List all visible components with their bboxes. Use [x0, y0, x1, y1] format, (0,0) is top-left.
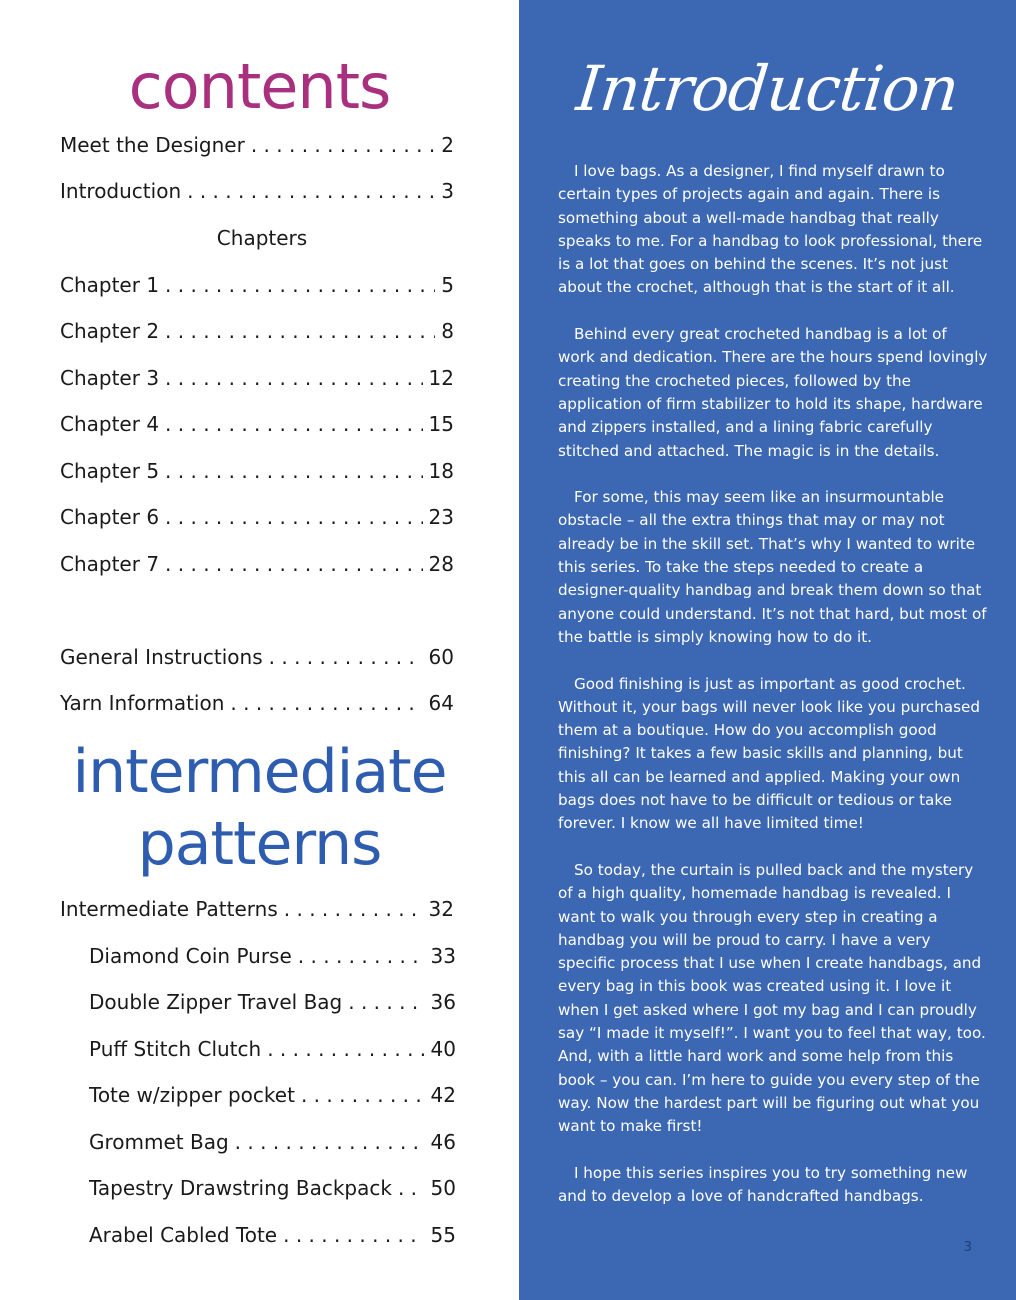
toc-row — [89, 1223, 456, 1247]
toc-leader — [235, 1130, 425, 1154]
toc-row — [60, 319, 454, 343]
toc-leader — [348, 990, 424, 1014]
toc-page: 50 — [430, 1176, 456, 1200]
toc-label: Meet the Designer — [60, 133, 245, 157]
toc-row — [89, 1037, 456, 1061]
toc-page: 40 — [430, 1037, 456, 1061]
patterns-title-line2: patterns — [137, 809, 382, 879]
toc-label: Diamond Coin Purse — [89, 944, 292, 968]
toc-label: Grommet Bag — [89, 1130, 229, 1154]
toc-page: 2 — [441, 133, 454, 157]
toc-row — [89, 990, 456, 1014]
toc-label: Tote w/zipper pocket — [89, 1083, 295, 1107]
toc-row — [60, 412, 454, 436]
toc-row — [60, 691, 454, 715]
toc-row — [60, 459, 454, 483]
toc-page: 33 — [430, 944, 456, 968]
intro-paragraph: So today, the curtain is pulled back and the mystery of a high quality, homemade handbag is revealed. I want to walk you through every step in creating a handbag you will be proud to carry. I have a very specific process that I use when I create handbags, and every bag in this book was created using it. I love it when I get asked where I got my bag and I can proudly say “I made it myself!”. I want you to feel that way, too. And, with a little hard work and some help from this book – you can. I’m here to guide you every step of the way. Now the hardest part will be figuring out what you want to make first! — [558, 860, 986, 1136]
toc-row — [89, 1130, 456, 1154]
toc-page: 12 — [428, 366, 454, 390]
intro-paragraph: I love bags. As a designer, I find myself drawn to certain types of projects again and again. There is something about a well-made handbag that really speaks to me. For a handbag to look professional, there is a lot that goes on behind the scenes. It’s not just about the crochet, although that is the start of it all. — [558, 162, 983, 297]
toc-leader — [284, 897, 423, 921]
page-number: 3 — [963, 1240, 972, 1255]
toc-row — [89, 1176, 456, 1200]
toc-label: Arabel Cabled Tote — [89, 1223, 278, 1247]
toc-page: 28 — [428, 552, 454, 576]
toc-page: 23 — [428, 505, 454, 529]
toc-row — [60, 273, 454, 297]
toc-leader — [165, 505, 423, 529]
contents-title: contents — [128, 50, 391, 123]
toc-page: 42 — [430, 1083, 456, 1107]
intro-paragraph: Behind every great crocheted handbag is a lot of work and dedication. There are the hours spend lovingly creating the crocheted pieces, followed by the application of firm stabilizer to hold its shape, hardware and zippers installed, and a lining fabric carefully stitched and attached. The magic is in the details. — [558, 325, 988, 460]
introduction-body — [558, 160, 988, 1232]
toc-row — [60, 366, 454, 390]
toc-leader — [165, 273, 435, 297]
toc-row — [89, 944, 456, 968]
toc-page: 3 — [441, 179, 454, 203]
toc-row — [60, 505, 454, 529]
toc-row — [89, 1083, 456, 1107]
toc-leader — [301, 1083, 425, 1107]
toc-label: Tapestry Drawstring Backpack — [89, 1176, 392, 1200]
toc-label: Intermediate Patterns — [60, 897, 278, 921]
toc-leader — [165, 552, 423, 576]
toc-page: 60 — [428, 645, 454, 669]
toc-page: 15 — [428, 412, 454, 436]
toc-page: 55 — [430, 1223, 456, 1247]
toc-leader — [165, 366, 423, 390]
toc-label: Chapter 2 — [60, 319, 160, 343]
toc-label: Chapter 5 — [60, 459, 160, 483]
toc-label: Puff Stitch Clutch — [89, 1037, 262, 1061]
toc-leader — [165, 459, 423, 483]
toc-leader — [267, 1037, 424, 1061]
toc-label: Chapter 1 — [60, 273, 160, 297]
toc-page: 46 — [430, 1130, 456, 1154]
toc-row — [60, 897, 454, 921]
toc-leader — [230, 691, 422, 715]
intro-paragraph: I hope this series inspires you to try something new and to develop a love of handcrafted handbags. — [558, 1163, 968, 1206]
toc-label: Chapter 3 — [60, 366, 160, 390]
toc-leader — [187, 179, 435, 203]
toc-row — [60, 133, 454, 157]
toc-page: 64 — [428, 691, 454, 715]
toc-page: 32 — [428, 897, 454, 921]
toc-row — [60, 645, 454, 669]
intro-paragraph: Good finishing is just as important as good crochet. Without it, your bags will never look like you purchased them at a boutique. How do you accomplish good finishing? It takes a few basic skills and planning, but this all can be learned and applied. Making your own bags does not have to be difficult or tedious or take forever. I know we all have limited time! — [558, 674, 980, 833]
toc-page: 18 — [428, 459, 454, 483]
intro-paragraph: For some, this may seem like an insurmountable obstacle – all the extra things that may or may not already be in the skill set. That’s why I wanted to write this series. To take the steps needed to create a designer-quality handbag and break them down so that anyone could understand. It’s not that hard, but most of the battle is simply knowing how to do it. — [558, 488, 987, 646]
toc-row — [60, 179, 454, 203]
toc-label: Chapter 4 — [60, 412, 160, 436]
toc-leader — [165, 412, 423, 436]
patterns-title-line1: intermediate — [72, 737, 447, 807]
toc-label: Yarn Information — [60, 691, 225, 715]
toc-label: Introduction — [60, 179, 182, 203]
toc-label: Chapter 6 — [60, 505, 160, 529]
toc-leader — [398, 1176, 425, 1200]
toc-leader — [251, 133, 435, 157]
toc-page: 8 — [441, 319, 454, 343]
toc-leader — [283, 1223, 424, 1247]
toc-leader — [165, 319, 435, 343]
toc-label: Double Zipper Travel Bag — [89, 990, 343, 1014]
toc-label: General Instructions — [60, 645, 263, 669]
toc-page: 5 — [441, 273, 454, 297]
chapters-heading: Chapters — [216, 226, 308, 250]
introduction-title: Introduction — [573, 52, 962, 125]
toc-row — [60, 552, 454, 576]
toc-page: 36 — [430, 990, 456, 1014]
toc-leader — [298, 944, 425, 968]
toc-leader — [269, 645, 423, 669]
toc-label: Chapter 7 — [60, 552, 160, 576]
